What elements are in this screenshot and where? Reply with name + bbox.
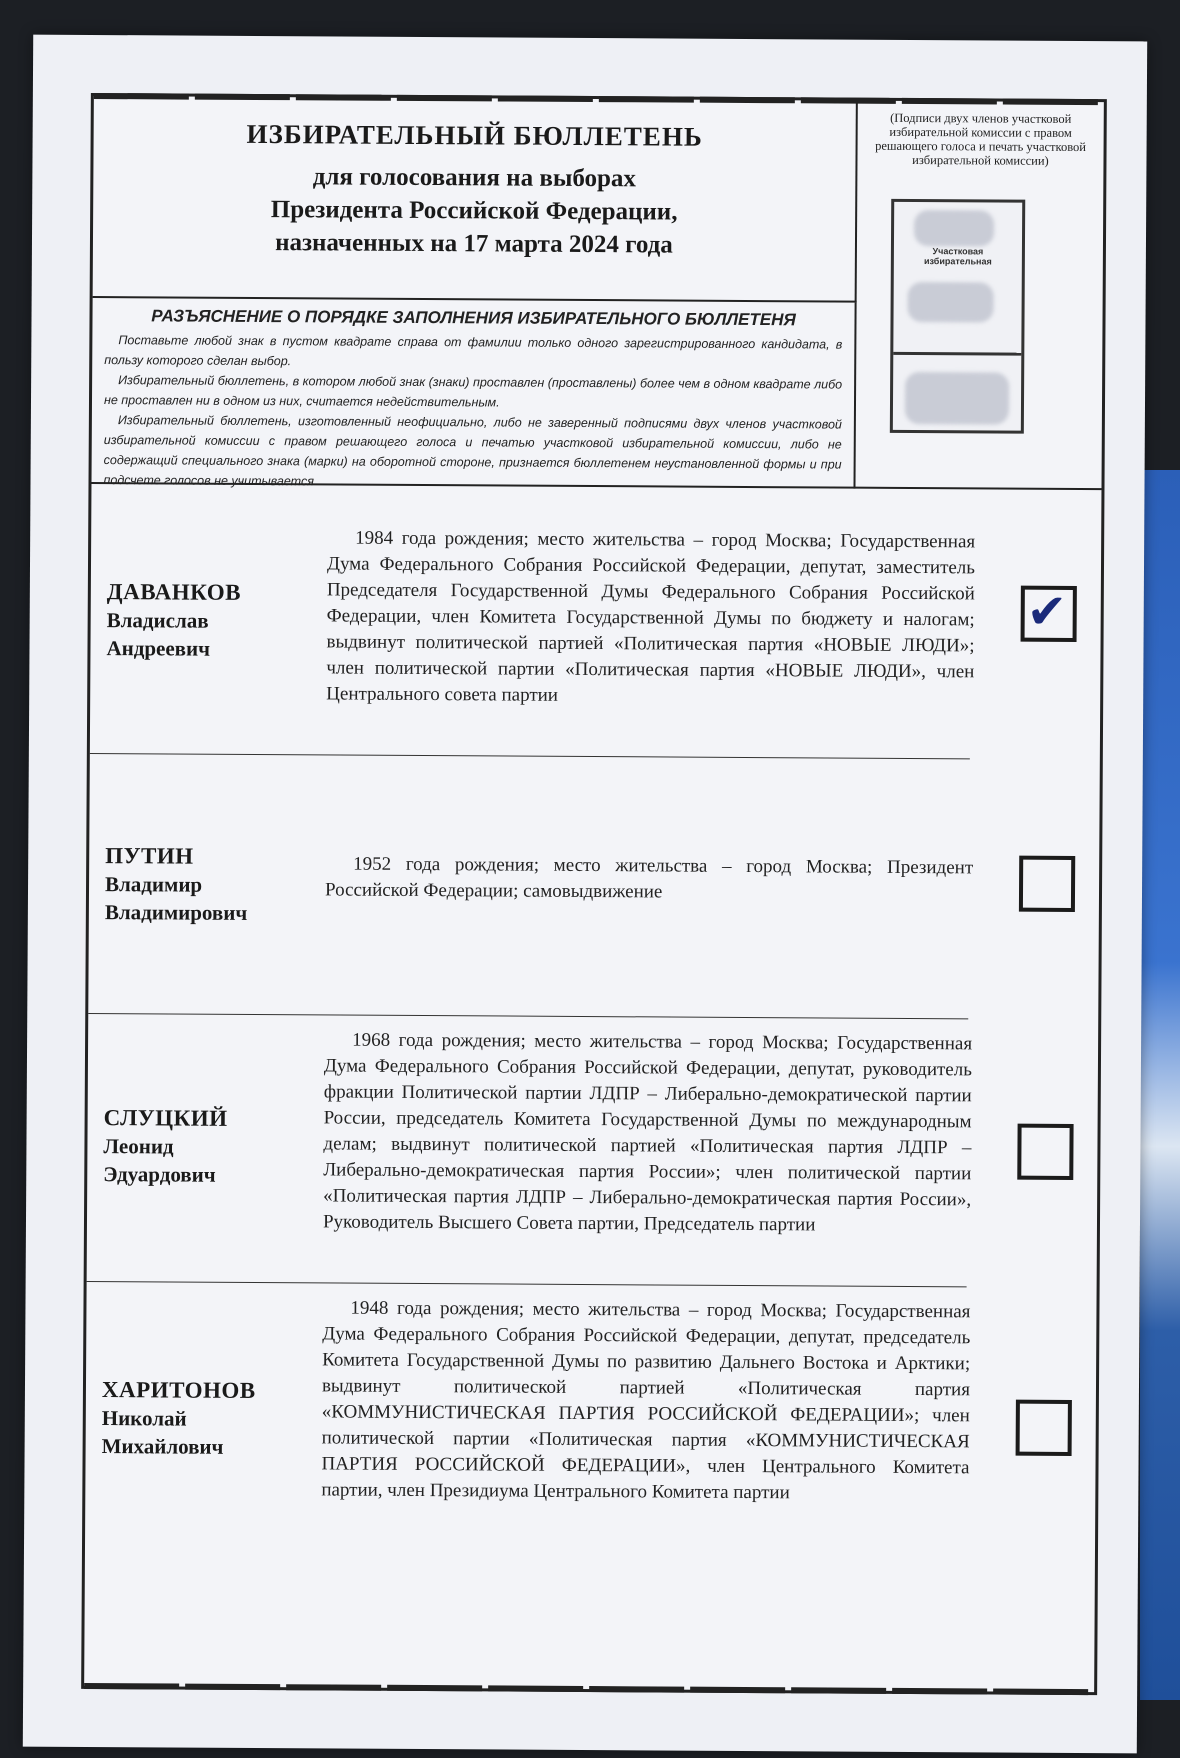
background-object: [1140, 470, 1180, 1700]
ballot-frame: [81, 93, 1107, 1695]
vote-checkbox[interactable]: [1017, 1124, 1073, 1180]
candidate-patronymic: Андреевич: [106, 636, 211, 661]
candidate-surname: СЛУЦКИЙ: [103, 1105, 228, 1131]
subtitle-line: для голосования на выборах: [312, 163, 637, 193]
candidate-patronymic: Михайлович: [101, 1434, 224, 1459]
candidate-name: [103, 1104, 304, 1189]
candidate-description: 1968 года рождения; место жительства – город Москва; Государственная Дума Федерального Собрания Российской Федерации, депутат, руководитель фракции Политической партии ЛДПР – Либерально-демократической партии России, председатель Комитета Государственной Думы по международным делам; выдвинут политической партией «Политическая партия ЛДПР – Либерально-демократическая партия России»; член политической партии «Политическая партия ЛДПР – Либерально-демократическая партия России», Руководитель Высшего Совета партии, Председатель партии: [322, 1029, 973, 1236]
candidate-surname: ХАРИТОНОВ: [101, 1377, 256, 1403]
candidate-first-name: Владимир: [104, 872, 203, 897]
redacted-signature: [914, 210, 994, 246]
candidate-row: [87, 1014, 1099, 1288]
stamp-divider: [893, 352, 1021, 356]
vote-checkbox[interactable]: [1019, 856, 1075, 912]
ballot-subtitle: [93, 159, 856, 263]
candidate-patronymic: Эдуардович: [103, 1162, 216, 1187]
candidate-row: [84, 1282, 1096, 1692]
vote-checkbox[interactable]: [1021, 583, 1077, 642]
candidate-surname: ДАВАНКОВ: [106, 579, 242, 605]
signature-area: [855, 101, 1103, 490]
ballot-header: [93, 96, 858, 303]
commission-stamp: [890, 199, 1025, 434]
vote-checkbox[interactable]: [1016, 1400, 1072, 1456]
candidate-patronymic: Владимирович: [104, 900, 248, 925]
subtitle-line: Президента Российской Федерации,: [270, 196, 678, 226]
candidate-name: [106, 578, 307, 663]
candidate-row: [90, 484, 1102, 760]
instructions-paragraph: Избирательный бюллетень, изготовленный неофициально, либо не заверенный подписями двух членов участковой избирательной комиссии с правом решающего голоса и печатью участковой избирательной комиссии, либо не содержащий специального знака (марки) на оборотной стороне, признается бюллетенем неустановленной формы и при подсчете голосов не учитывается: [103, 413, 842, 489]
candidate-name: [102, 1376, 303, 1461]
checkmark-icon: ✔: [1026, 583, 1068, 640]
candidate-row: [88, 754, 1100, 1020]
ballot-title: ИЗБИРАТЕЛЬНЫЙ БЮЛЛЕТЕНЬ: [246, 118, 703, 152]
instructions-block: [91, 298, 856, 489]
candidate-description: 1984 года рождения; место жительства – город Москва; Государственная Дума Федерального Собрания Российской Федерации, депутат, заместитель Председателя Государственной Думы Федерального Собрания Российской Федерации, член Комитета Государственной Думы по бюджету и налогам; выдвинут политической партией «Политическая партия «НОВЫЕ ЛЮДИ»; член политической партии «Политическая партия «НОВЫЕ ЛЮДИ», член Центрального совета партии: [326, 527, 976, 706]
redacted-signature: [905, 372, 1009, 425]
candidate-surname: ПУТИН: [105, 843, 194, 869]
candidate-description: 1948 года рождения; место жительства – город Москва; Государственная Дума Федерального Собрания Российской Федерации, депутат, председатель Комитета Государственной Думы по развитию Дальнего Востока и Арктики; выдвинут политической партией «Политическая партия «КОММУНИСТИЧЕСКАЯ ПАРТИЯ РОССИЙСКОЙ ФЕДЕРАЦИИ»; член политической партии «Политическая партия «КОММУНИСТИЧЕСКАЯ ПАРТИЯ РОССИЙСКОЙ ФЕДЕРАЦИИ», член Центрального Комитета партии, член Президиума Центрального Комитета партии: [321, 1297, 971, 1504]
candidate-name: [105, 842, 306, 927]
subtitle-line: назначенных на 17 марта 2024 года: [275, 229, 673, 259]
ballot-paper: [23, 35, 1147, 1754]
candidate-first-name: Николай: [101, 1406, 187, 1431]
candidate-first-name: Леонид: [103, 1134, 174, 1159]
redacted-signature: [908, 282, 994, 323]
instructions-paragraph: Избирательный бюллетень, в котором любой знак (знаки) проставлен (проставлены) более чем в одном квадрате либо не проставлен ни в одном из них, считается недействительным.: [103, 373, 843, 410]
candidate-first-name: Владислав: [106, 608, 209, 633]
stamp-text: Участковая избирательная: [923, 246, 992, 267]
candidate-description: 1952 года рождения; место жительства – город Москва; Президент Российской Федерации; самовыдвижение: [324, 853, 974, 903]
signature-note: (Подписи двух членов участковой избирательной комиссии с правом решающего голоса и печать участковой избирательной комиссии): [875, 110, 1087, 168]
instructions-title: РАЗЪЯСНЕНИЕ О ПОРЯДКЕ ЗАПОЛНЕНИЯ ИЗБИРАТЕЛЬНОГО БЮЛЛЕТЕНЯ: [151, 306, 796, 330]
instructions-paragraph: Поставьте любой знак в пустом квадрате справа от фамилии только одного зарегистрированного кандидата, в пользу которого сделан выбор.: [104, 333, 843, 369]
